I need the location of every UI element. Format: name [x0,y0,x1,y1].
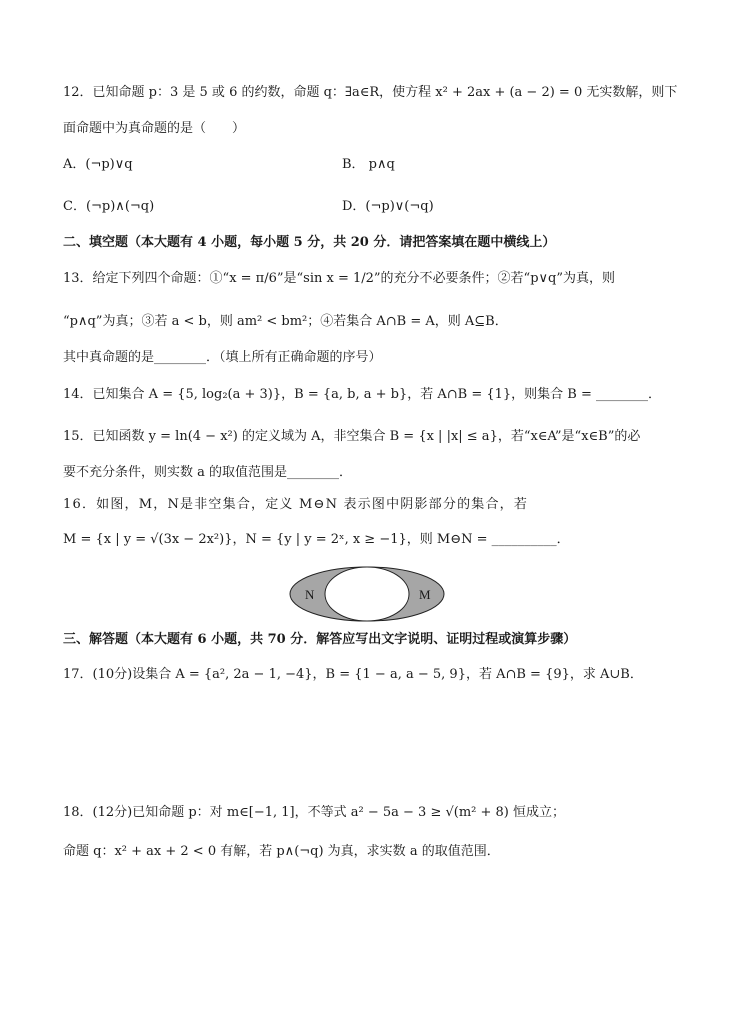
q13-line3: 其中真命题的是________．（填上所有正确命题的序号） [63,350,382,365]
venn-label-n: N [305,587,315,602]
q12-option-b: B． p∧q [342,157,395,172]
q15-line1: 15．已知函数 y = ln(4 − x²) 的定义域为 A，非空集合 B = {x | |x| ≤ a}，若“x∈A”是“x∈B”的必 [63,429,641,444]
q13-line1: 13．给定下列四个命题：①“x = π/6”是“sin x = 1/2”的充分不必要条件；②若“p∨q”为真，则 [63,271,616,286]
q16-line1: 16．如图，M，N是非空集合，定义 M⊖N 表示图中阴影部分的集合，若 [63,497,529,512]
venn-label-m: M [419,587,431,602]
q13-line2: “p∧q”为真；③若 a < b，则 am² < bm²；④若集合 A∩B = A，则 A⊆B． [63,314,508,329]
venn-diagram [288,565,446,623]
section3-heading: 三、解答题（本大题有 6 小题，共 70 分．解答应写出文字说明、证明过程或演算步骤） [63,632,577,647]
q12-line2: 面命题中为真命题的是（ ） [63,121,246,136]
q16-line2: M = {x | y = √(3x − 2x²)}，N = {y | y = 2ˣ, x ≥ −1}，则 M⊖N = __________． [63,532,570,547]
q12-option-d: D．(¬p)∨(¬q) [342,199,434,214]
q18-line2: 命题 q：x² + ax + 2 < 0 有解，若 p∧(¬q) 为真，求实数 a 的取值范围． [63,844,500,859]
q12-line1: 12．已知命题 p：3 是 5 或 6 的约数，命题 q：∃a∈R，使方程 x² + 2ax + (a − 2) = 0 无实数解，则下 [63,85,678,100]
venn-inner-intersection [325,567,409,621]
q15-line2: 要不充分条件，则实数 a 的取值范围是________． [63,465,353,480]
q12-option-c: C．(¬p)∧(¬q) [63,199,155,214]
q17-line1: 17．(10分)设集合 A = {a², 2a − 1, −4}，B = {1 − a, a − 5, 9}，若 A∩B = {9}，求 A∪B． [63,667,643,682]
section2-heading: 二、填空题（本大题有 4 小题，每小题 5 分，共 20 分．请把答案填在题中横线上） [63,235,556,250]
q12-option-a: A．(¬p)∨q [63,157,133,172]
q14-line1: 14．已知集合 A = {5, log₂(a + 3)}，B = {a, b, a + b}，若 A∩B = {1}，则集合 B = ________． [63,387,662,402]
q18-line1: 18．(12分)已知命题 p：对 m∈[−1, 1]，不等式 a² − 5a − 3 ≥ √(m² + 8) 恒成立； [63,805,565,820]
